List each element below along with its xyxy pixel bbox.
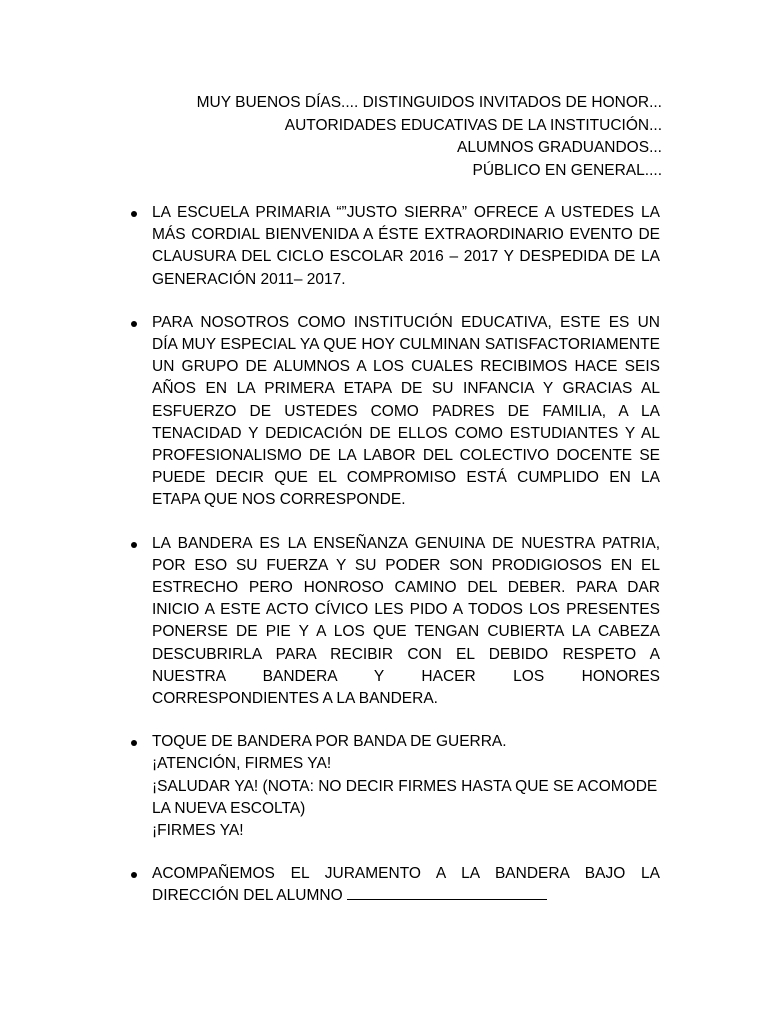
- bullet-item-welcome: [152, 202, 660, 291]
- bullet-icon: [131, 321, 137, 327]
- greeting-line: MUY BUENOS DÍAS.... DISTINGUIDOS INVITADOS DE HONOR...: [196, 94, 662, 111]
- greeting-line: ALUMNOS GRADUANDOS...: [457, 139, 662, 156]
- bullet-item-flag-commands: [152, 731, 660, 842]
- command-line: ¡SALUDAR YA! (NOTA: NO DECIR FIRMES HASTA QUE SE ACOMODE LA NUEVA ESCOLTA): [152, 777, 658, 817]
- bullet-item-flag: [152, 533, 660, 711]
- greeting-block: [197, 92, 662, 182]
- bullet-item-oath: [152, 863, 660, 907]
- bullet-icon: [131, 740, 137, 746]
- bullet-icon: [131, 542, 137, 548]
- command-line: ¡ATENCIÓN, FIRMES YA!: [152, 755, 332, 773]
- greeting-line: AUTORIDADES EDUCATIVAS DE LA INSTITUCIÓN...: [284, 116, 662, 134]
- bullet-item-institution: [152, 312, 660, 512]
- bullet-icon: [131, 872, 137, 878]
- bullet-list: [152, 202, 660, 929]
- name-blank-line: [347, 885, 547, 900]
- command-line: TOQUE DE BANDERA POR BANDA DE GUERRA.: [152, 733, 507, 751]
- bullet-text: PARA NOSOTROS COMO INSTITUCIÓN EDUCATIVA, ESTE ES UN DÍA MUY ESPECIAL YA QUE HOY CULMINAN SATISFACTORIAMENTE UN GRUPO DE ALUMNOS A LOS CUALES RECIBIMOS HACE SEIS AÑOS EN LA PRIMERA ETAPA DE SU INFANCIA Y GRACIAS AL ESFUERZO DE USTEDES COMO PADRES DE FAMILIA, A LA TENACIDAD Y DEDICACIÓN DE ELLOS COMO ESTUDIANTES Y AL PROFESIONALISMO DE LA LABOR DEL COLECTIVO DOCENTE SE PUEDE DECIR QUE EL COMPROMISO ESTÁ CUMPLIDO EN LA ETAPA QUE NOS CORRESPONDE.: [152, 313, 660, 509]
- bullet-icon: [131, 211, 137, 217]
- command-line: ¡FIRMES YA!: [152, 822, 244, 840]
- bullet-text: LA BANDERA ES LA ENSEÑANZA GENUINA DE NUESTRA PATRIA, POR ESO SU FUERZA Y SU PODER SON PRODIGIOSOS EN EL ESTRECHO PERO HONROSO CAMINO DEL DEBER. PARA DAR INICIO A ESTE ACTO CÍVICO LES PIDO A TODOS LOS PRESENTES PONERSE DE PIE Y A LOS QUE TENGAN CUBIERTA LA CABEZA DESCUBRIRLA PARA RECIBIR CON EL DEBIDO RESPETO A NUESTRA BANDERA Y HACER LOS HONORES CORRESPONDIENTES A LA BANDERA.: [152, 534, 660, 708]
- greeting-line: PÚBLICO EN GENERAL....: [472, 161, 662, 179]
- bullet-text: ACOMPAÑEMOS EL JURAMENTO A LA BANDERA BAJO LA DIRECCIÓN DEL ALUMNO: [152, 865, 660, 905]
- bullet-text: LA ESCUELA PRIMARIA “”JUSTO SIERRA” OFRECE A USTEDES LA MÁS CORDIAL BIENVENIDA A ÉSTE EXTRAORDINARIO EVENTO DE CLAUSURA DEL CICLO ESCOLAR 2016 – 2017 Y DESPEDIDA DE LA GENERACIÓN 2011– 2017.: [152, 204, 660, 288]
